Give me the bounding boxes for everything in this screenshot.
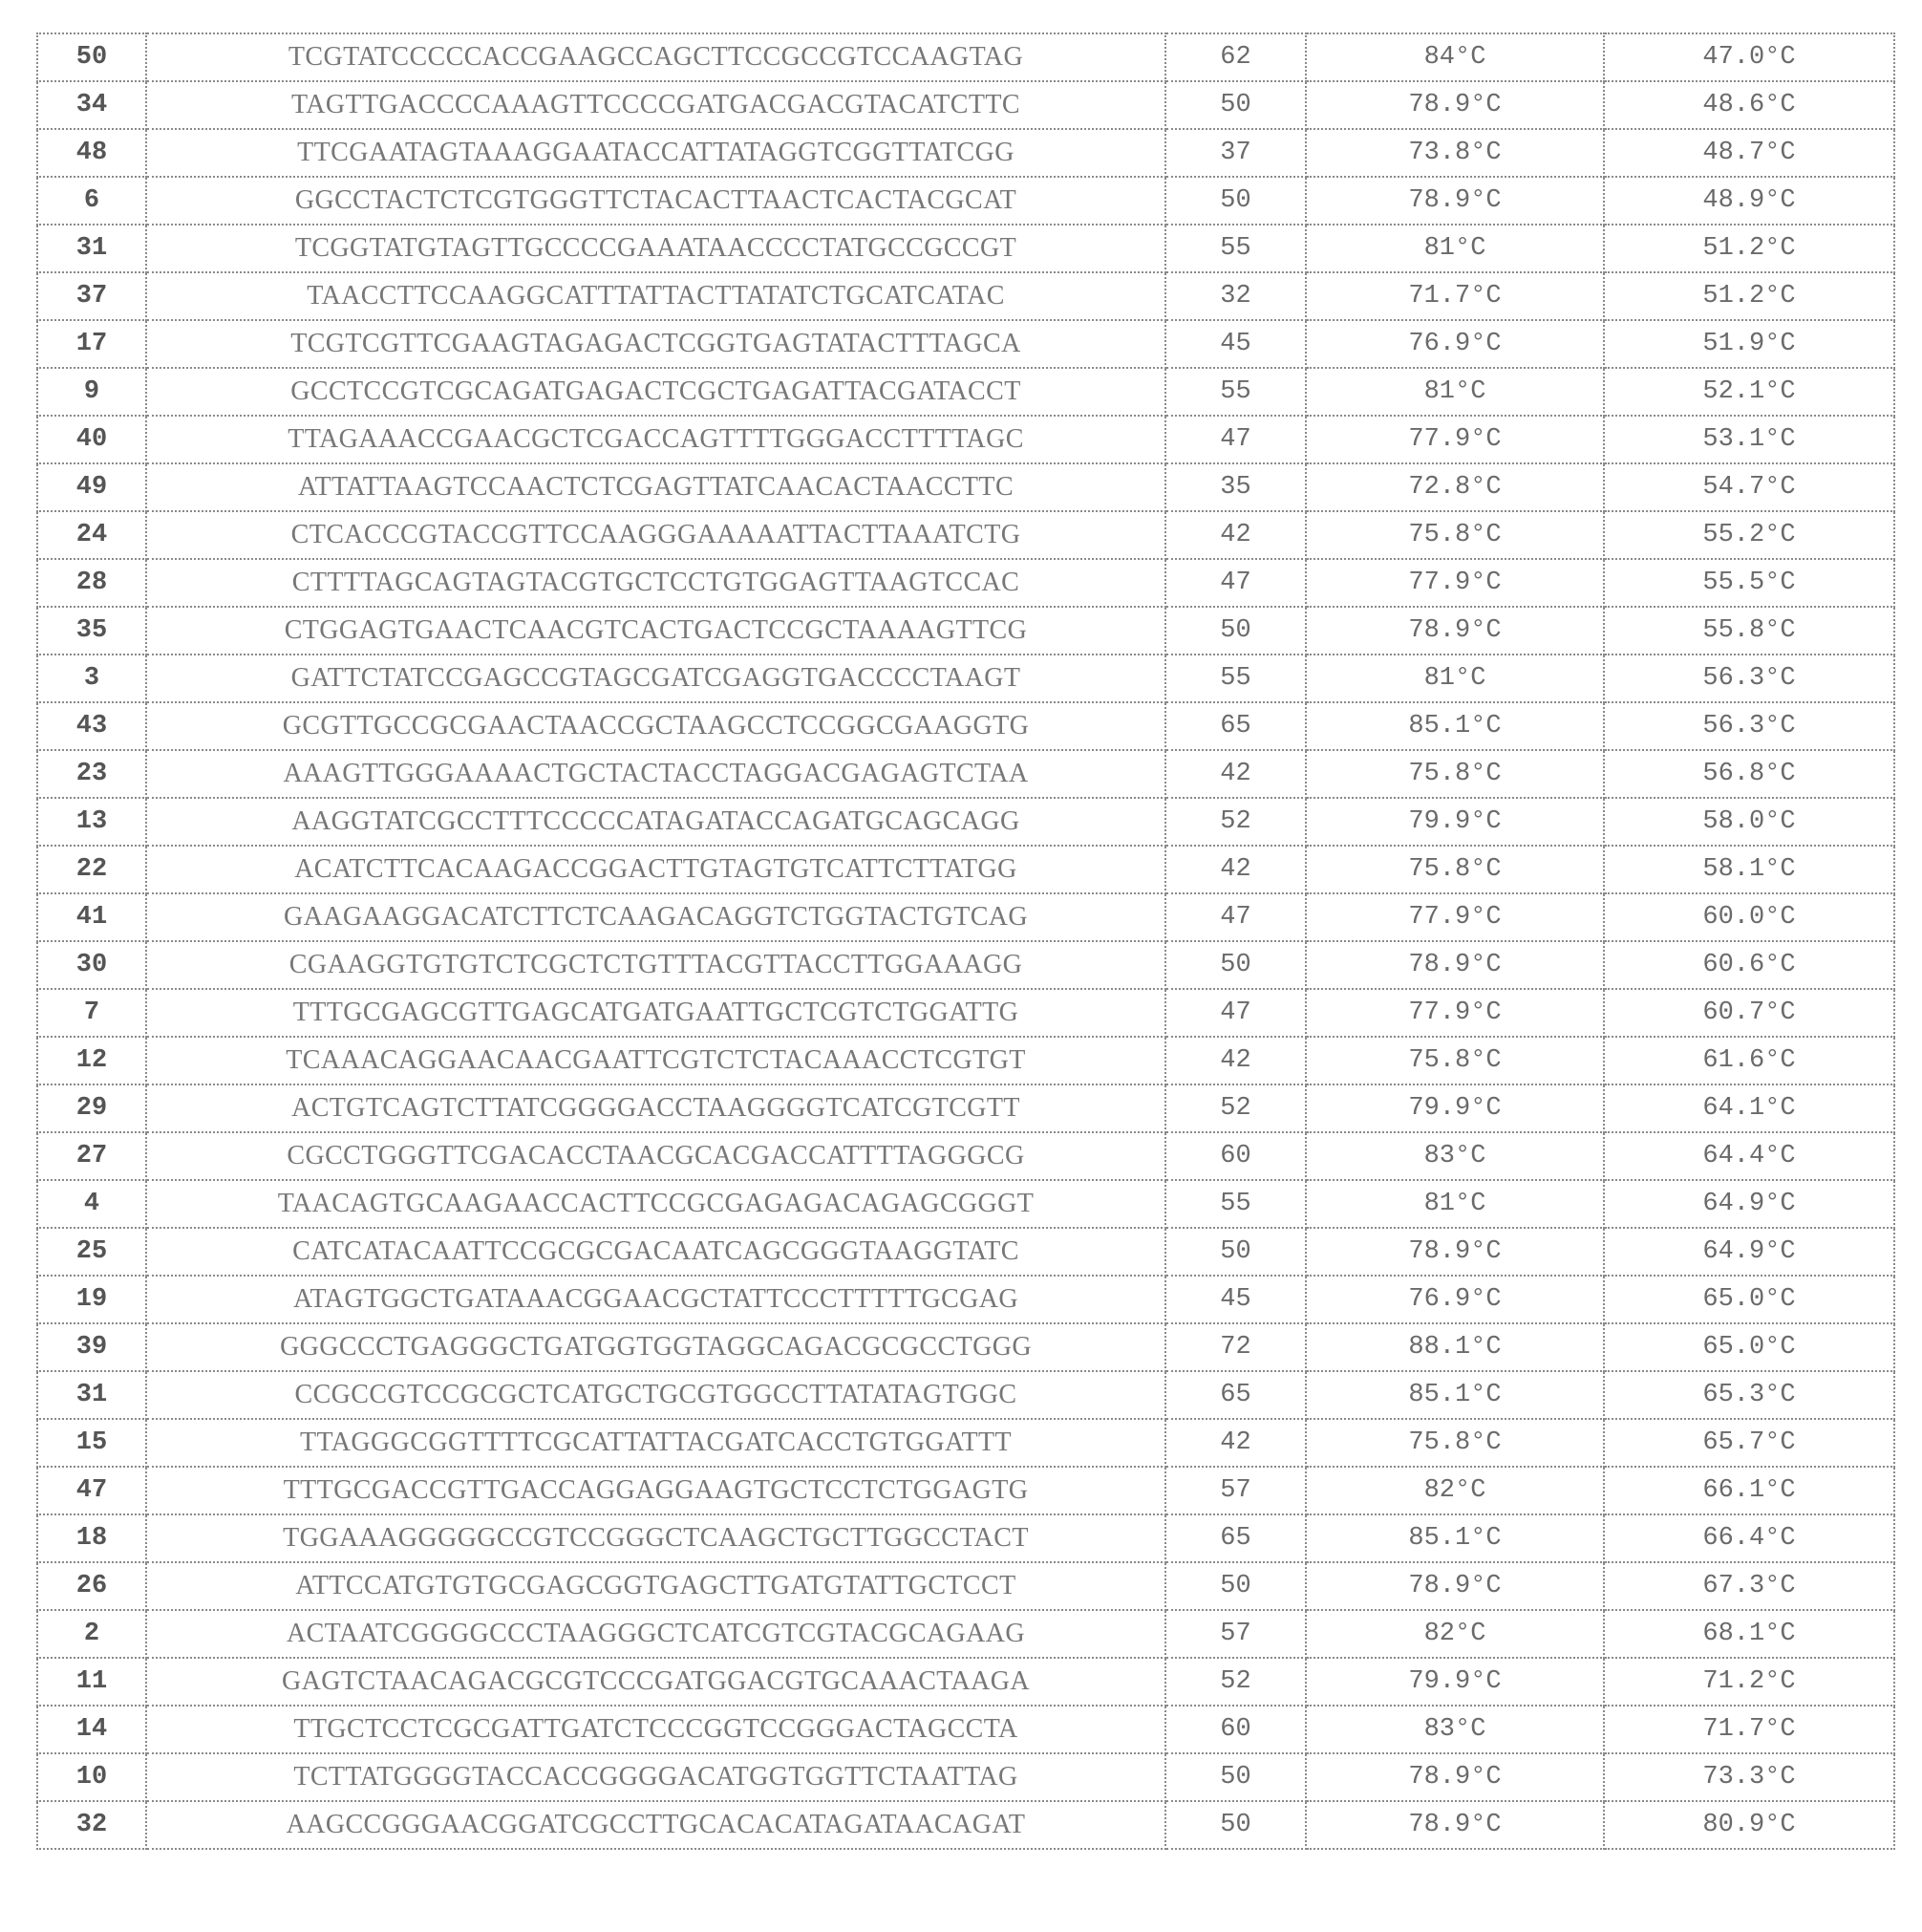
table-row xyxy=(37,846,1894,893)
length-cell: 42 xyxy=(1165,1419,1306,1467)
table-row xyxy=(37,1323,1894,1371)
table-body xyxy=(37,33,1894,1849)
sequence-cell: GCGTTGCCGCGAACTAACCGCTAAGCCTCCGGCGAAGGTG xyxy=(146,702,1165,750)
melting-temp-cell: 75.8°C xyxy=(1306,1419,1604,1467)
length-cell: 57 xyxy=(1165,1467,1306,1514)
measured-temp-cell: 65.7°C xyxy=(1604,1419,1894,1467)
sequence-id-cell: 48 xyxy=(37,129,146,177)
melting-temp-cell: 78.9°C xyxy=(1306,81,1604,129)
table-row xyxy=(37,33,1894,81)
sequence-cell: TCAAACAGGAACAACGAATTCGTCTCTACAAACCTCGTGT xyxy=(146,1037,1165,1084)
sequence-id-cell: 22 xyxy=(37,846,146,893)
melting-temp-cell: 85.1°C xyxy=(1306,1371,1604,1419)
table-row xyxy=(37,1610,1894,1658)
measured-temp-cell: 53.1°C xyxy=(1604,416,1894,463)
sequence-cell: TCGGTATGTAGTTGCCCCGAAATAACCCCTATGCCGCCGT xyxy=(146,225,1165,272)
melting-temp-cell: 81°C xyxy=(1306,655,1604,702)
measured-temp-cell: 52.1°C xyxy=(1604,368,1894,416)
melting-temp-cell: 77.9°C xyxy=(1306,989,1604,1037)
length-cell: 55 xyxy=(1165,655,1306,702)
length-cell: 42 xyxy=(1165,511,1306,559)
table-row xyxy=(37,1514,1894,1562)
sequence-id-cell: 34 xyxy=(37,81,146,129)
measured-temp-cell: 51.2°C xyxy=(1604,272,1894,320)
sequence-id-cell: 41 xyxy=(37,893,146,941)
length-cell: 62 xyxy=(1165,33,1306,81)
sequence-cell: ACATCTTCACAAGACCGGACTTGTAGTGTCATTCTTATGG xyxy=(146,846,1165,893)
sequence-id-cell: 28 xyxy=(37,559,146,607)
sequence-id-cell: 6 xyxy=(37,177,146,225)
length-cell: 37 xyxy=(1165,129,1306,177)
measured-temp-cell: 80.9°C xyxy=(1604,1801,1894,1849)
sequence-cell: AAGCCGGGAACGGATCGCCTTGCACACATAGATAACAGAT xyxy=(146,1801,1165,1849)
table-row xyxy=(37,416,1894,463)
melting-temp-cell: 71.7°C xyxy=(1306,272,1604,320)
melting-temp-cell: 75.8°C xyxy=(1306,750,1604,798)
table-row xyxy=(37,177,1894,225)
measured-temp-cell: 47.0°C xyxy=(1604,33,1894,81)
melting-temp-cell: 78.9°C xyxy=(1306,607,1604,655)
sequence-id-cell: 43 xyxy=(37,702,146,750)
melting-temp-cell: 83°C xyxy=(1306,1132,1604,1180)
melting-temp-cell: 88.1°C xyxy=(1306,1323,1604,1371)
sequence-id-cell: 35 xyxy=(37,607,146,655)
sequence-id-cell: 49 xyxy=(37,463,146,511)
measured-temp-cell: 48.7°C xyxy=(1604,129,1894,177)
sequence-id-cell: 25 xyxy=(37,1228,146,1276)
measured-temp-cell: 65.0°C xyxy=(1604,1323,1894,1371)
sequence-cell: TTAGGGCGGTTTTCGCATTATTACGATCACCTGTGGATTT xyxy=(146,1419,1165,1467)
table-row xyxy=(37,1132,1894,1180)
length-cell: 55 xyxy=(1165,1180,1306,1228)
measured-temp-cell: 64.9°C xyxy=(1604,1228,1894,1276)
measured-temp-cell: 73.3°C xyxy=(1604,1753,1894,1801)
sequence-cell: TCTTATGGGGTACCACCGGGGACATGGTGGTTCTAATTAG xyxy=(146,1753,1165,1801)
sequence-id-cell: 24 xyxy=(37,511,146,559)
table-row xyxy=(37,225,1894,272)
table-row xyxy=(37,1658,1894,1706)
table-row xyxy=(37,1180,1894,1228)
melting-temp-cell: 75.8°C xyxy=(1306,846,1604,893)
length-cell: 50 xyxy=(1165,177,1306,225)
length-cell: 52 xyxy=(1165,1658,1306,1706)
sequence-cell: TTGCTCCTCGCGATTGATCTCCCGGTCCGGGACTAGCCTA xyxy=(146,1706,1165,1753)
length-cell: 55 xyxy=(1165,368,1306,416)
length-cell: 50 xyxy=(1165,1228,1306,1276)
table-row xyxy=(37,702,1894,750)
length-cell: 42 xyxy=(1165,846,1306,893)
melting-temp-cell: 84°C xyxy=(1306,33,1604,81)
measured-temp-cell: 56.8°C xyxy=(1604,750,1894,798)
table-row xyxy=(37,1753,1894,1801)
length-cell: 65 xyxy=(1165,1371,1306,1419)
length-cell: 47 xyxy=(1165,893,1306,941)
sequence-cell: TTTGCGAGCGTTGAGCATGATGAATTGCTCGTCTGGATTG xyxy=(146,989,1165,1037)
measured-temp-cell: 71.2°C xyxy=(1604,1658,1894,1706)
melting-temp-cell: 79.9°C xyxy=(1306,1658,1604,1706)
measured-temp-cell: 58.0°C xyxy=(1604,798,1894,846)
measured-temp-cell: 54.7°C xyxy=(1604,463,1894,511)
table-row xyxy=(37,655,1894,702)
measured-temp-cell: 55.8°C xyxy=(1604,607,1894,655)
length-cell: 65 xyxy=(1165,1514,1306,1562)
sequence-id-cell: 32 xyxy=(37,1801,146,1849)
length-cell: 52 xyxy=(1165,798,1306,846)
table-row xyxy=(37,1467,1894,1514)
length-cell: 50 xyxy=(1165,1801,1306,1849)
sequence-id-cell: 26 xyxy=(37,1562,146,1610)
table-row xyxy=(37,272,1894,320)
table-row xyxy=(37,559,1894,607)
sequence-id-cell: 7 xyxy=(37,989,146,1037)
measured-temp-cell: 65.3°C xyxy=(1604,1371,1894,1419)
sequence-id-cell: 39 xyxy=(37,1323,146,1371)
sequence-cell: TAACCTTCCAAGGCATTTATTACTTATATCTGCATCATAC xyxy=(146,272,1165,320)
length-cell: 42 xyxy=(1165,750,1306,798)
length-cell: 55 xyxy=(1165,225,1306,272)
sequence-cell: GATTCTATCCGAGCCGTAGCGATCGAGGTGACCCCTAAGT xyxy=(146,655,1165,702)
measured-temp-cell: 60.0°C xyxy=(1604,893,1894,941)
table-row xyxy=(37,1276,1894,1323)
length-cell: 47 xyxy=(1165,416,1306,463)
sequence-cell: TCGTATCCCCCACCGAAGCCAGCTTCCGCCGTCCAAGTAG xyxy=(146,33,1165,81)
table-row xyxy=(37,463,1894,511)
sequence-id-cell: 10 xyxy=(37,1753,146,1801)
sequence-id-cell: 23 xyxy=(37,750,146,798)
melting-temp-cell: 72.8°C xyxy=(1306,463,1604,511)
sequence-id-cell: 13 xyxy=(37,798,146,846)
table-row xyxy=(37,1084,1894,1132)
sequence-cell: TCGTCGTTCGAAGTAGAGACTCGGTGAGTATACTTTAGCA xyxy=(146,320,1165,368)
sequence-cell: GCCTCCGTCGCAGATGAGACTCGCTGAGATTACGATACCT xyxy=(146,368,1165,416)
sequence-cell: ACTGTCAGTCTTATCGGGGACCTAAGGGGTCATCGTCGTT xyxy=(146,1084,1165,1132)
sequence-cell: TTAGAAACCGAACGCTCGACCAGTTTTGGGACCTTTTAGC xyxy=(146,416,1165,463)
measured-temp-cell: 61.6°C xyxy=(1604,1037,1894,1084)
sequence-cell: CGAAGGTGTGTCTCGCTCTGTTTACGTTACCTTGGAAAGG xyxy=(146,941,1165,989)
measured-temp-cell: 55.2°C xyxy=(1604,511,1894,559)
table-row xyxy=(37,320,1894,368)
measured-temp-cell: 64.4°C xyxy=(1604,1132,1894,1180)
length-cell: 60 xyxy=(1165,1132,1306,1180)
sequence-cell: ACTAATCGGGGCCCTAAGGGCTCATCGTCGTACGCAGAAG xyxy=(146,1610,1165,1658)
table-row xyxy=(37,368,1894,416)
sequence-cell: CTCACCCGTACCGTTCCAAGGGAAAAATTACTTAAATCTG xyxy=(146,511,1165,559)
sequence-cell: TTTGCGACCGTTGACCAGGAGGAAGTGCTCCTCTGGAGTG xyxy=(146,1467,1165,1514)
sequence-cell: TGGAAAGGGGGCCGTCCGGGCTCAAGCTGCTTGGCCTACT xyxy=(146,1514,1165,1562)
melting-temp-cell: 78.9°C xyxy=(1306,1562,1604,1610)
melting-temp-cell: 78.9°C xyxy=(1306,1228,1604,1276)
sequence-cell: GAGTCTAACAGACGCGTCCCGATGGACGTGCAAACTAAGA xyxy=(146,1658,1165,1706)
table-row xyxy=(37,941,1894,989)
length-cell: 47 xyxy=(1165,989,1306,1037)
melting-temp-cell: 79.9°C xyxy=(1306,798,1604,846)
length-cell: 32 xyxy=(1165,272,1306,320)
sequence-id-cell: 4 xyxy=(37,1180,146,1228)
sequence-id-cell: 2 xyxy=(37,1610,146,1658)
melting-temp-cell: 76.9°C xyxy=(1306,320,1604,368)
measured-temp-cell: 48.6°C xyxy=(1604,81,1894,129)
measured-temp-cell: 64.9°C xyxy=(1604,1180,1894,1228)
sequence-table xyxy=(36,32,1895,1850)
sequence-cell: ATAGTGGCTGATAAACGGAACGCTATTCCCTTTTTGCGAG xyxy=(146,1276,1165,1323)
sequence-id-cell: 15 xyxy=(37,1419,146,1467)
sequence-cell: GAAGAAGGACATCTTCTCAAGACAGGTCTGGTACTGTCAG xyxy=(146,893,1165,941)
length-cell: 52 xyxy=(1165,1084,1306,1132)
measured-temp-cell: 51.2°C xyxy=(1604,225,1894,272)
measured-temp-cell: 65.0°C xyxy=(1604,1276,1894,1323)
table-row xyxy=(37,1037,1894,1084)
length-cell: 72 xyxy=(1165,1323,1306,1371)
measured-temp-cell: 68.1°C xyxy=(1604,1610,1894,1658)
melting-temp-cell: 78.9°C xyxy=(1306,1801,1604,1849)
length-cell: 50 xyxy=(1165,941,1306,989)
length-cell: 45 xyxy=(1165,320,1306,368)
table-row xyxy=(37,1706,1894,1753)
table-row xyxy=(37,798,1894,846)
melting-temp-cell: 73.8°C xyxy=(1306,129,1604,177)
melting-temp-cell: 77.9°C xyxy=(1306,416,1604,463)
sequence-cell: CTTTTAGCAGTAGTACGTGCTCCTGTGGAGTTAAGTCCAC xyxy=(146,559,1165,607)
length-cell: 60 xyxy=(1165,1706,1306,1753)
sequence-cell: TAACAGTGCAAGAACCACTTCCGCGAGAGACAGAGCGGGT xyxy=(146,1180,1165,1228)
melting-temp-cell: 81°C xyxy=(1306,368,1604,416)
table-row xyxy=(37,129,1894,177)
melting-temp-cell: 78.9°C xyxy=(1306,941,1604,989)
melting-temp-cell: 77.9°C xyxy=(1306,559,1604,607)
sequence-cell: CATCATACAATTCCGCGCGACAATCAGCGGGTAAGGTATC xyxy=(146,1228,1165,1276)
length-cell: 50 xyxy=(1165,607,1306,655)
table-row xyxy=(37,81,1894,129)
melting-temp-cell: 85.1°C xyxy=(1306,702,1604,750)
table-row xyxy=(37,1228,1894,1276)
sequence-id-cell: 11 xyxy=(37,1658,146,1706)
sequence-id-cell: 50 xyxy=(37,33,146,81)
sequence-cell: CGCCTGGGTTCGACACCTAACGCACGACCATTTTAGGGCG xyxy=(146,1132,1165,1180)
sequence-id-cell: 19 xyxy=(37,1276,146,1323)
table-row xyxy=(37,1419,1894,1467)
melting-temp-cell: 79.9°C xyxy=(1306,1084,1604,1132)
sequence-id-cell: 31 xyxy=(37,1371,146,1419)
measured-temp-cell: 60.6°C xyxy=(1604,941,1894,989)
sequence-id-cell: 30 xyxy=(37,941,146,989)
measured-temp-cell: 48.9°C xyxy=(1604,177,1894,225)
sequence-cell: AAAGTTGGGAAAACTGCTACTACCTAGGACGAGAGTCTAA xyxy=(146,750,1165,798)
length-cell: 50 xyxy=(1165,1562,1306,1610)
measured-temp-cell: 66.4°C xyxy=(1604,1514,1894,1562)
melting-temp-cell: 81°C xyxy=(1306,225,1604,272)
melting-temp-cell: 83°C xyxy=(1306,1706,1604,1753)
length-cell: 57 xyxy=(1165,1610,1306,1658)
measured-temp-cell: 71.7°C xyxy=(1604,1706,1894,1753)
melting-temp-cell: 77.9°C xyxy=(1306,893,1604,941)
table-row xyxy=(37,1371,1894,1419)
sequence-cell: ATTCCATGTGTGCGAGCGGTGAGCTTGATGTATTGCTCCT xyxy=(146,1562,1165,1610)
melting-temp-cell: 78.9°C xyxy=(1306,177,1604,225)
sequence-id-cell: 31 xyxy=(37,225,146,272)
table-row xyxy=(37,1801,1894,1849)
measured-temp-cell: 56.3°C xyxy=(1604,702,1894,750)
measured-temp-cell: 55.5°C xyxy=(1604,559,1894,607)
table-row xyxy=(37,511,1894,559)
sequence-id-cell: 17 xyxy=(37,320,146,368)
measured-temp-cell: 66.1°C xyxy=(1604,1467,1894,1514)
length-cell: 45 xyxy=(1165,1276,1306,1323)
sequence-id-cell: 47 xyxy=(37,1467,146,1514)
melting-temp-cell: 78.9°C xyxy=(1306,1753,1604,1801)
melting-temp-cell: 81°C xyxy=(1306,1180,1604,1228)
melting-temp-cell: 76.9°C xyxy=(1306,1276,1604,1323)
sequence-cell: AAGGTATCGCCTTTCCCCCATAGATACCAGATGCAGCAGG xyxy=(146,798,1165,846)
length-cell: 35 xyxy=(1165,463,1306,511)
sequence-cell: GGGCCCTGAGGGCTGATGGTGGTAGGCAGACGCGCCTGGG xyxy=(146,1323,1165,1371)
sequence-id-cell: 14 xyxy=(37,1706,146,1753)
measured-temp-cell: 64.1°C xyxy=(1604,1084,1894,1132)
sequence-id-cell: 9 xyxy=(37,368,146,416)
measured-temp-cell: 67.3°C xyxy=(1604,1562,1894,1610)
sequence-id-cell: 12 xyxy=(37,1037,146,1084)
measured-temp-cell: 51.9°C xyxy=(1604,320,1894,368)
melting-temp-cell: 75.8°C xyxy=(1306,511,1604,559)
table-row xyxy=(37,893,1894,941)
sequence-id-cell: 37 xyxy=(37,272,146,320)
sequence-cell: TTCGAATAGTAAAGGAATACCATTATAGGTCGGTTATCGG xyxy=(146,129,1165,177)
table-row xyxy=(37,989,1894,1037)
sequence-id-cell: 27 xyxy=(37,1132,146,1180)
measured-temp-cell: 60.7°C xyxy=(1604,989,1894,1037)
melting-temp-cell: 85.1°C xyxy=(1306,1514,1604,1562)
measured-temp-cell: 56.3°C xyxy=(1604,655,1894,702)
sequence-cell: CTGGAGTGAACTCAACGTCACTGACTCCGCTAAAAGTTCG xyxy=(146,607,1165,655)
melting-temp-cell: 82°C xyxy=(1306,1467,1604,1514)
sequence-id-cell: 18 xyxy=(37,1514,146,1562)
table-row xyxy=(37,1562,1894,1610)
length-cell: 50 xyxy=(1165,1753,1306,1801)
sequence-id-cell: 29 xyxy=(37,1084,146,1132)
length-cell: 42 xyxy=(1165,1037,1306,1084)
table-row xyxy=(37,750,1894,798)
sequence-cell: TAGTTGACCCCAAAGTTCCCCGATGACGACGTACATCTTC xyxy=(146,81,1165,129)
sequence-cell: CCGCCGTCCGCGCTCATGCTGCGTGGCCTTATATAGTGGC xyxy=(146,1371,1165,1419)
table-row xyxy=(37,607,1894,655)
sequence-id-cell: 40 xyxy=(37,416,146,463)
sequence-cell: ATTATTAAGTCCAACTCTCGAGTTATCAACACTAACCTTC xyxy=(146,463,1165,511)
melting-temp-cell: 75.8°C xyxy=(1306,1037,1604,1084)
length-cell: 50 xyxy=(1165,81,1306,129)
length-cell: 65 xyxy=(1165,702,1306,750)
sequence-cell: GGCCTACTCTCGTGGGTTCTACACTTAACTCACTACGCAT xyxy=(146,177,1165,225)
length-cell: 47 xyxy=(1165,559,1306,607)
sequence-id-cell: 3 xyxy=(37,655,146,702)
measured-temp-cell: 58.1°C xyxy=(1604,846,1894,893)
melting-temp-cell: 82°C xyxy=(1306,1610,1604,1658)
